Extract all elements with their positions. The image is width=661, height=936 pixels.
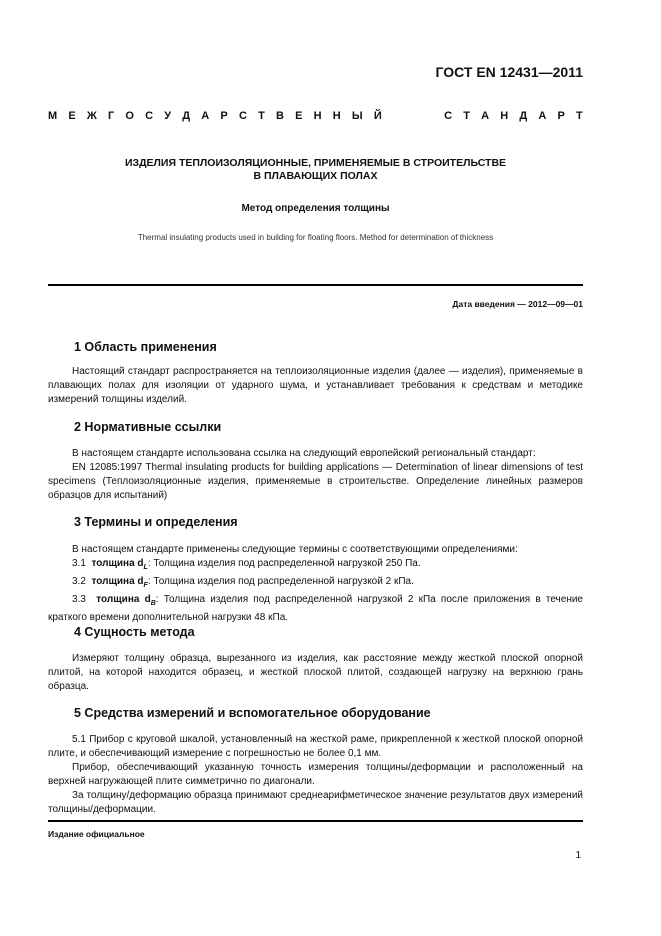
banner-letter: Е — [295, 110, 303, 122]
banner-letter: Р — [220, 110, 228, 122]
paragraph: В настоящем стандарте применены следующие термины с соответствующими определениями: — [72, 544, 518, 555]
footer-divider — [48, 820, 583, 822]
banner-letter: А — [538, 110, 547, 122]
title-line-2: В ПЛАВАЮЩИХ ПОЛАХ — [253, 170, 378, 182]
paragraph: EN 12085:1997 Thermal insulating products for building applications — Determination of linear dimensions of test specimens (Теплоизоляционные изделия, применяемые в строительстве. Определение линейных размеров образцов для испытаний) — [48, 462, 583, 501]
english-title: Thermal insulating products used in building for floating floors. Method for determination of thickness — [137, 233, 494, 242]
banner-letter: Д — [519, 110, 528, 122]
banner-letter: Й — [373, 110, 382, 122]
term-definition: 3.3 толщина $d_B$: Толщина изделия под распределенной нагрузкой 2 кПа после приложения в течение краткого времени дополнительной нагрузки 48 кПа. — [48, 594, 583, 623]
banner-letter: Т — [576, 110, 583, 122]
banner-letter: С — [145, 110, 154, 122]
banner-gap — [393, 110, 433, 122]
method-subtitle: Метод определения толщины — [241, 203, 390, 214]
banner-letter: Р — [557, 110, 565, 122]
banner-letter: С — [444, 110, 453, 122]
banner-letter: Г — [107, 110, 115, 122]
paragraph: Настоящий стандарт распространяется на теплоизоляционные изделия (далее — изделия), применяемые в плавающих полах для изоляции от ударного шума, и устанавливает требования к средствам и методике измерений толщины изделий. — [48, 366, 583, 405]
section-heading: 1 Область применения — [74, 340, 217, 354]
effective-date: Дата введения — 2012—09—01 — [452, 299, 583, 309]
term-definition: 3.1 толщина $d_L$: Толщина изделия под распределенной нагрузкой 250 Па. — [72, 558, 421, 571]
paragraph: За толщину/деформацию образца принимают среднеарифметическое значение результатов двух измерений толщины/деформации. — [48, 790, 583, 815]
banner-letter: А — [201, 110, 210, 122]
banner-letter: У — [164, 110, 172, 122]
paragraph: 5.1 Прибор с круговой шкалой, установленный на жесткой раме, прикрепленной к жесткой плоской опорной плите, и обеспечивающий измерение с погрешностью не более 0,1 мм. — [48, 734, 583, 759]
document-title — [48, 157, 583, 183]
paragraph: В настоящем стандарте использована ссылка на следующий европейский региональный стандарт: — [72, 448, 536, 459]
section-heading: 5 Средства измерений и вспомогательное оборудование — [74, 706, 431, 720]
banner-letter: А — [481, 110, 490, 122]
section-heading: 2 Нормативные ссылки — [74, 420, 222, 434]
section-body — [48, 543, 583, 625]
banner-letter: Н — [313, 110, 322, 122]
banner-letter: Ы — [351, 110, 363, 122]
section-body — [48, 733, 583, 817]
banner-letter: В — [275, 110, 284, 122]
section-body — [48, 365, 583, 407]
banner-letter: Н — [332, 110, 341, 122]
page-number: 1 — [575, 850, 581, 861]
divider — [48, 284, 583, 286]
banner-letter: С — [238, 110, 247, 122]
banner-letter: Н — [500, 110, 509, 122]
section-body — [48, 652, 583, 694]
section-heading: 3 Термины и определения — [74, 515, 238, 529]
banner-letter: М — [48, 110, 58, 122]
banner-letter: О — [125, 110, 134, 122]
banner-letter: Е — [68, 110, 76, 122]
title-line-1: ИЗДЕЛИЯ ТЕПЛОИЗОЛЯЦИОННЫЕ, ПРИМЕНЯЕМЫЕ В СТРОИТЕЛЬСТВЕ — [124, 157, 507, 169]
banner-letter: Д — [182, 110, 191, 122]
edition-note: Издание официальное — [48, 829, 145, 839]
section-body — [48, 447, 583, 503]
standard-type-banner — [48, 110, 583, 122]
banner-letter: Т — [463, 110, 470, 122]
term-definition: 3.2 толщина $d_F$: Толщина изделия под распределенной нагрузкой 2 кПа. — [72, 576, 414, 589]
standard-code: ГОСТ EN 12431—2011 — [435, 64, 583, 80]
banner-letter: Ж — [86, 110, 97, 122]
paragraph: Прибор, обеспечивающий указанную точность измерения толщины/деформации и расположенный на верхней нагружающей плите симметрично по диагонали. — [48, 762, 583, 787]
banner-letter: Т — [258, 110, 265, 122]
paragraph: Измеряют толщину образца, вырезанного из изделия, как расстояние между жесткой плоской опорной плитой, на которой находится образец, и жесткой плоской плитой, создающей нагрузку на верхнюю грань образца. — [48, 653, 583, 692]
section-heading: 4 Сущность метода — [74, 625, 195, 639]
